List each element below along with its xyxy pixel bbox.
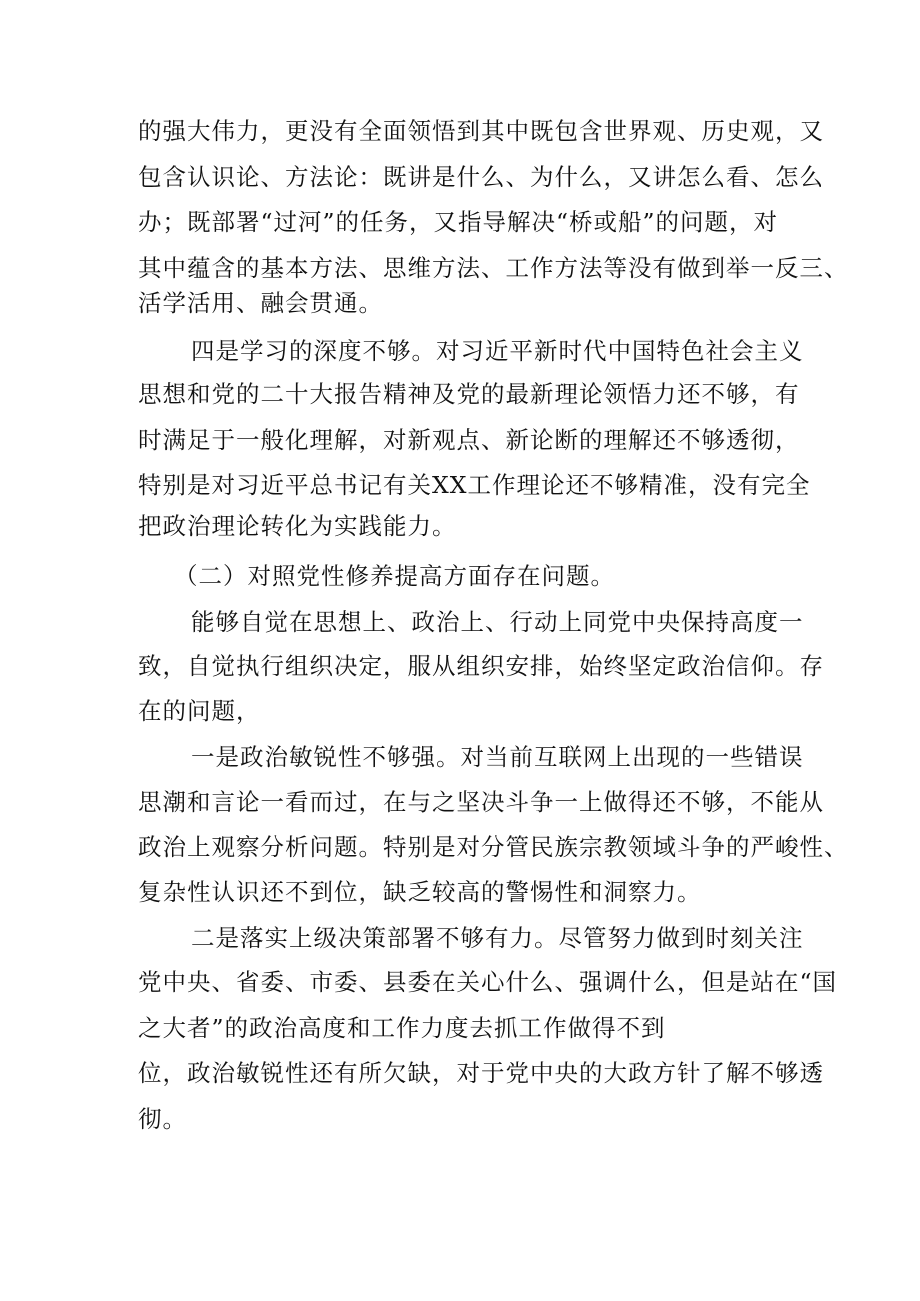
paragraph-line: 党中央、省委、市委、县委在关心什么、强调什么，但是站在“国	[138, 968, 838, 996]
paragraph-line: 致，自觉执行组织决定，服从组织安排，始终坚定政治信仰。存	[138, 652, 824, 680]
paragraph-line: 复杂性认识还不到位，缺乏较高的警惕性和洞察力。	[138, 878, 702, 906]
paragraph-line: 彻。	[138, 1105, 187, 1133]
paragraph-line: 的强大伟力，更没有全面领悟到其中既包含世界观、历史观，又	[138, 117, 824, 145]
paragraph-line: 位，政治敏锐性还有所欠缺，对于党中央的大政方针了解不够透	[138, 1059, 824, 1087]
section-heading: （二）对照党性修养提高方面存在问题。	[174, 562, 615, 590]
paragraph-line: 思潮和言论一看而过，在与之坚决斗争一上做得还不够，不能从	[138, 788, 824, 816]
paragraph-line: 特别是对习近平总书记有关XX工作理论还不够精准，没有完全	[138, 471, 811, 499]
paragraph-line: 政治上观察分析问题。特别是对分管民族宗教领域斗争的严峻性、	[138, 833, 849, 861]
paragraph-line: 在的问题，	[138, 697, 261, 725]
paragraph-line: 办；既部署“过河”的任务，又指导解决“桥或船”的问题，对	[138, 208, 779, 236]
paragraph-line: 四是学习的深度不够。对习近平新时代中国特色社会主义	[191, 337, 804, 365]
paragraph-line: 一是政治敏锐性不够强。对当前互联网上出现的一些错误	[191, 743, 804, 771]
paragraph-line: 能够自觉在思想上、政治上、行动上同党中央保持高度一	[191, 608, 804, 636]
paragraph-line: 包含认识论、方法论：既讲是什么、为什么，又讲怎么看、怎么	[138, 163, 824, 191]
paragraph-line: 二是落实上级决策部署不够有力。尽管努力做到时刻关注	[191, 924, 804, 952]
paragraph-line: 把政治理论转化为实践能力。	[138, 512, 457, 540]
paragraph-line: 思想和党的二十大报告精神及党的最新理论领悟力还不够，有	[138, 380, 800, 408]
paragraph-line: 之大者”的政治高度和工作力度去抓工作做得不到	[138, 1014, 666, 1042]
paragraph-line: 其中蕴含的基本方法、思维方法、工作方法等没有做到举一反三、	[138, 254, 849, 282]
paragraph-line: 活学活用、融会贯通。	[138, 289, 383, 317]
paragraph-line: 时满足于一般化理解，对新观点、新论断的理解还不够透彻，	[138, 426, 800, 454]
